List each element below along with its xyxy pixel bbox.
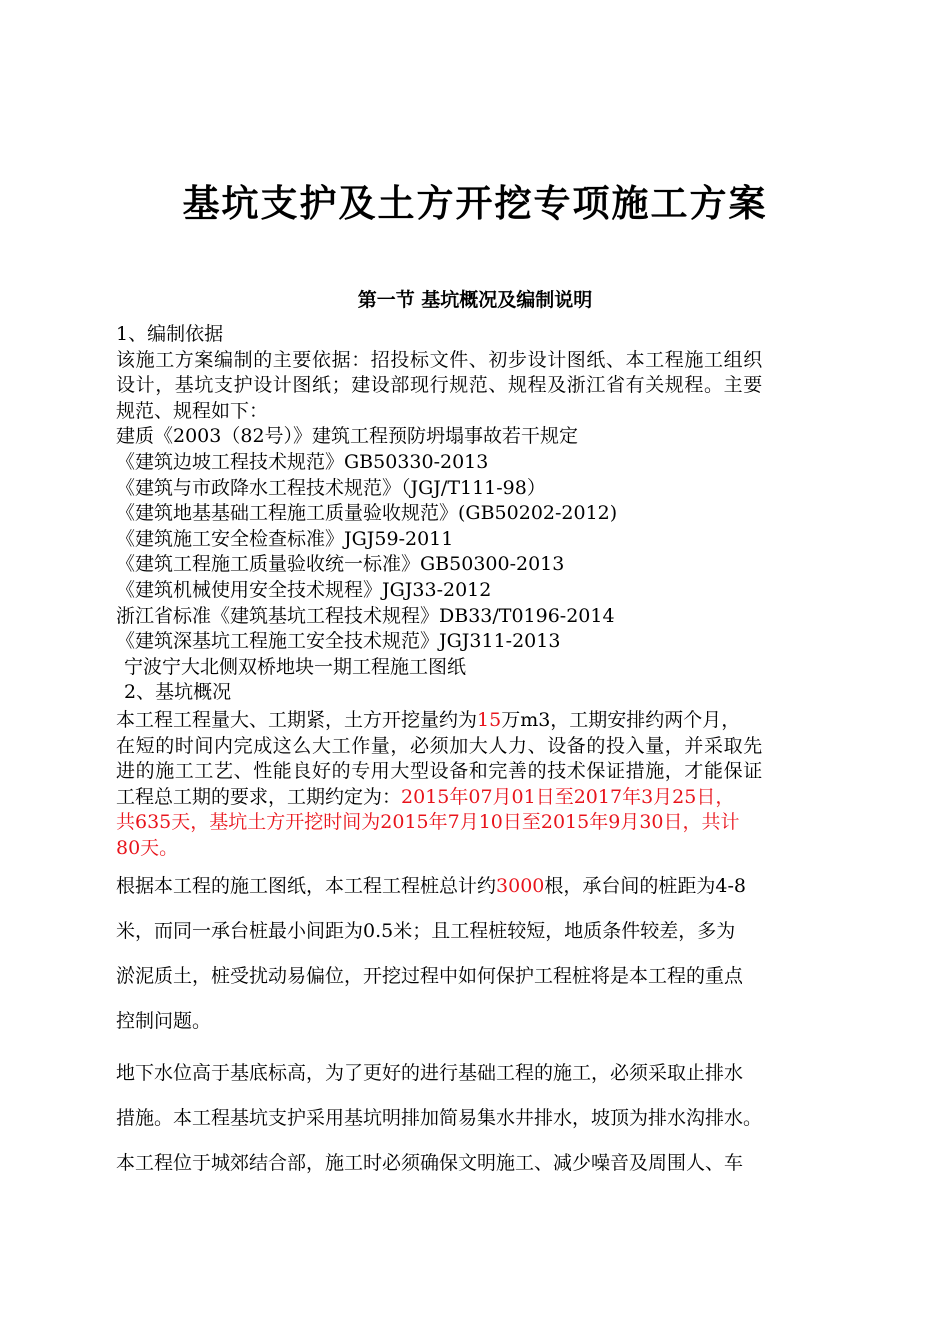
- section-heading: 第一节 基坑概况及编制说明: [357, 289, 593, 311]
- paragraph-line: [116, 708, 861, 734]
- basis-intro-line: 该施工方案编制的主要依据：招投标文件、初步设计图纸、本工程施工组织: [116, 348, 763, 371]
- text-run: 根据本工程的施工图纸，本工程工程桩总计约: [116, 875, 497, 898]
- standard-item: 《建筑深基坑工程施工安全技术规范》JGJ311-2013: [116, 630, 561, 653]
- document-body: [116, 322, 861, 1186]
- schedule-paragraph: [116, 708, 861, 862]
- site-paragraph: [116, 1141, 861, 1186]
- standard-item: 《建筑工程施工质量验收统一标准》GB50300-2013: [116, 553, 565, 576]
- paragraph-line: 米，而同一承台桩最小间距为0.5米；且工程桩较短，地质条件较差，多为: [116, 920, 736, 943]
- highlight-line: 共635天，基坑土方开挖时间为2015年7月10日至2015年9月30日，共计: [116, 811, 740, 834]
- highlight-text: 15: [477, 708, 502, 731]
- standard-item: 宁波宁大北侧双桥地块一期工程施工图纸: [124, 655, 467, 678]
- groundwater-paragraph: [116, 1051, 861, 1141]
- text-run: 工程总工期的要求，工期约定为：: [116, 785, 402, 808]
- basis-intro-line: 设计，基坑支护设计图纸；建设部现行规范、规程及浙江省有关规程。主要: [116, 374, 763, 397]
- highlight-text: 3000: [496, 875, 545, 898]
- paragraph-line: 在短的时间内完成这么大工作量，必须加大人力、设备的投入量，并采取先: [116, 734, 763, 757]
- paragraph-line: 控制问题。: [116, 1010, 212, 1033]
- document-title: 基坑支护及土方开挖专项施工方案: [182, 182, 768, 225]
- standard-item: 《建筑机械使用安全技术规程》JGJ33-2012: [116, 578, 492, 601]
- paragraph-line: 本工程位于城郊结合部，施工时必须确保文明施工、减少噪音及周围人、车: [116, 1152, 744, 1175]
- basis-intro-line: 规范、规程如下：: [116, 399, 269, 422]
- standard-item: 浙江省标准《建筑基坑工程技术规程》DB33/T0196-2014: [116, 604, 615, 627]
- paragraph-line: [116, 864, 861, 909]
- standard-item: 《建筑地基基础工程施工质量验收规范》(GB50202-2012): [116, 502, 618, 525]
- highlight-line: 80天。: [116, 836, 179, 859]
- paragraph-line: 地下水位高于基底标高，为了更好的进行基础工程的施工，必须采取止排水: [116, 1062, 744, 1085]
- standard-item: 《建筑施工安全检查标准》JGJ59-2011: [116, 527, 454, 550]
- text-run: 根，承台间的桩距为4-8: [544, 875, 746, 898]
- standard-item: 《建筑边坡工程技术规范》GB50330-2013: [116, 450, 489, 473]
- basis-heading: 1、编制依据: [116, 323, 224, 345]
- piles-paragraph: [116, 864, 861, 1044]
- overview-heading: 2、基坑概况: [124, 681, 232, 704]
- paragraph-line: 进的施工工艺、性能良好的专用大型设备和完善的技术保证措施，才能保证: [116, 760, 763, 783]
- paragraph-line: 淤泥质土，桩受扰动易偏位，开挖过程中如何保护工程桩将是本工程的重点: [116, 965, 744, 988]
- paragraph-line: 措施。本工程基坑支护采用基坑明排加简易集水井排水，坡顶为排水沟排水。: [116, 1107, 763, 1130]
- standard-item: 《建筑与市政降水工程技术规范》（JGJ/T111-98）: [116, 476, 546, 499]
- paragraph-line: [116, 785, 861, 811]
- standard-item: 建质《2003（82号）》建筑工程预防坍塌事故若干规定: [116, 425, 579, 448]
- text-run: 本工程工程量大、工期紧，土方开挖量约为: [116, 708, 478, 731]
- highlight-text: 2015年07月01日至2017年3月25日，: [401, 785, 735, 808]
- text-run: 万m3，工期安排约两个月，: [501, 708, 741, 731]
